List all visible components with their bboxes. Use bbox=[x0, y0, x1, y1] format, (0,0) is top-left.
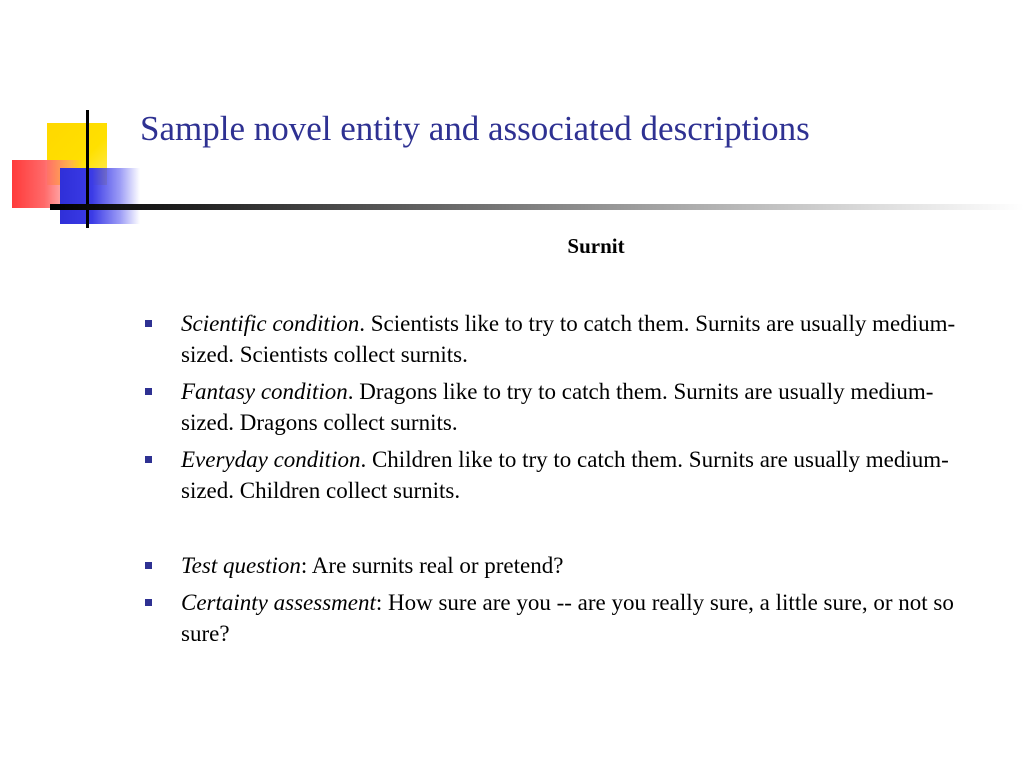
square-bullet-icon bbox=[145, 456, 152, 463]
bullet-item-test-question bbox=[144, 550, 984, 581]
bullet-term: Test question bbox=[181, 553, 301, 578]
bullet-separator: : bbox=[375, 590, 388, 615]
bullet-separator: . bbox=[359, 311, 371, 336]
bullet-separator: . bbox=[360, 447, 372, 472]
bullet-item-fantasy bbox=[144, 376, 984, 438]
bullet-text: How sure are you -- are you really sure, a little sure, or not so sure? bbox=[181, 590, 954, 646]
title-underline-rule bbox=[50, 204, 1024, 210]
logo-vertical-line bbox=[86, 110, 89, 228]
slide-title: Sample novel entity and associated descriptions bbox=[140, 109, 810, 148]
logo-blue-bar bbox=[60, 168, 140, 224]
bullet-separator: . bbox=[347, 379, 360, 404]
bullet-item-scientific bbox=[144, 308, 984, 370]
square-bullet-icon bbox=[145, 320, 152, 327]
bullet-item-certainty bbox=[144, 587, 984, 649]
bullet-separator: : bbox=[300, 553, 312, 578]
bullet-list bbox=[144, 308, 984, 655]
square-bullet-icon bbox=[145, 599, 152, 606]
bullet-term: Certainty assessment bbox=[181, 590, 376, 615]
bullet-term: Everyday condition bbox=[181, 447, 361, 472]
bullet-text: Children like to try to catch them. Surnits are usually medium-sized. Children collect surnits. bbox=[181, 447, 949, 503]
bullet-text: Dragons like to try to catch them. Surnits are usually medium-sized. Dragons collect surnits. bbox=[181, 379, 934, 435]
square-bullet-icon bbox=[145, 388, 152, 395]
slide-subtitle: Surnit bbox=[567, 234, 625, 258]
bullet-term: Scientific condition bbox=[181, 311, 360, 336]
bullet-text: Are surnits real or pretend? bbox=[311, 553, 564, 578]
bullet-text: Scientists like to try to catch them. Surnits are usually medium-sized. Scientists collect surnits. bbox=[181, 311, 956, 367]
bullet-item-everyday bbox=[144, 444, 984, 506]
square-bullet-icon bbox=[145, 562, 152, 569]
bullet-term: Fantasy condition bbox=[181, 379, 348, 404]
